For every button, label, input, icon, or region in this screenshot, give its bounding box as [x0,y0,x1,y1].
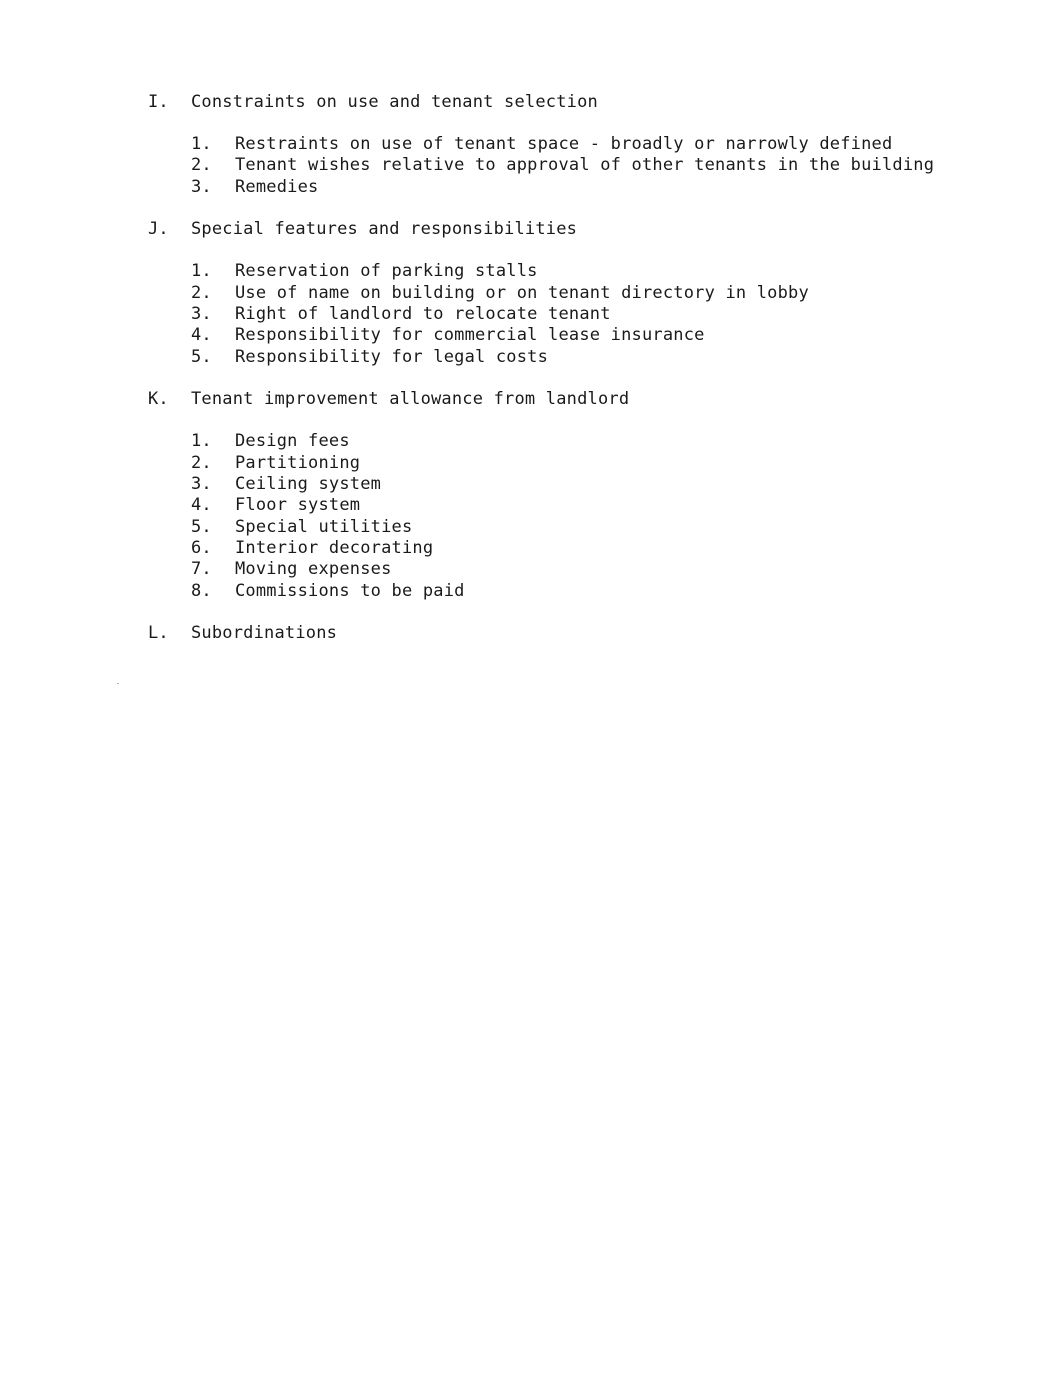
list-item [191,283,1028,304]
item-number: 8. [191,580,212,601]
list-item [191,453,1028,474]
outline [148,92,1028,665]
section-letter: I. [148,92,169,112]
section-k [148,389,1028,602]
item-number: 4. [191,325,212,346]
section-title: Special features and responsibilities [191,219,578,240]
item-text: Commissions to be paid [235,580,465,601]
item-text: Responsibility for commercial lease insurance [235,325,705,346]
item-number: 1. [191,134,212,154]
item-text: Ceiling system [235,473,382,494]
item-text: Tenant wishes relative to approval of other tenants in the building [235,155,935,176]
item-text: Design fees [235,431,350,452]
scan-speck [117,683,119,684]
item-number: 5. [191,346,212,367]
item-list [191,431,1028,602]
list-item [191,134,1028,155]
section-l [148,623,1028,644]
item-text: Use of name on building or on tenant directory in lobby [235,282,809,303]
list-item [191,325,1028,346]
section-title: Constraints on use and tenant selection [191,92,598,112]
list-item [191,538,1028,559]
list-item [191,581,1028,602]
item-list [191,261,1028,368]
section-heading [148,219,1028,240]
list-item [191,261,1028,282]
item-text: Partitioning [235,452,361,473]
item-number: 3. [191,176,212,197]
section-heading [148,623,1028,644]
section-title: Subordinations [191,623,338,644]
item-text: Moving expenses [235,559,392,580]
section-heading [148,389,1028,410]
list-item [191,559,1028,580]
item-number: 1. [191,261,212,282]
item-number: 3. [191,303,212,324]
item-text: Responsibility for legal costs [235,346,549,367]
list-item [191,347,1028,368]
section-i [148,92,1028,198]
item-number: 7. [191,559,212,580]
item-number: 4. [191,495,212,516]
section-title: Tenant improvement allowance from landlord [191,389,630,410]
item-number: 5. [191,516,212,537]
item-text: Remedies [235,176,319,197]
section-letter: L. [148,623,169,644]
item-number: 6. [191,538,212,559]
item-text: Floor system [235,495,361,516]
section-letter: J. [148,219,169,240]
list-item [191,474,1028,495]
section-letter: K. [148,389,169,410]
list-item [191,517,1028,538]
item-text: Right of landlord to relocate tenant [235,303,611,324]
list-item [191,495,1028,516]
list-item [191,431,1028,452]
item-text: Reservation of parking stalls [235,261,538,282]
item-text: Special utilities [235,516,413,537]
item-text: Interior decorating [235,538,434,559]
item-number: 2. [191,282,212,303]
item-number: 3. [191,473,212,494]
section-j [148,219,1028,368]
list-item [191,304,1028,325]
section-heading [148,92,1028,113]
list-item [191,155,1028,176]
item-number: 2. [191,155,212,176]
item-number: 1. [191,431,212,452]
item-list [191,134,1028,198]
item-text: Restraints on use of tenant space - broadly or narrowly defined [235,134,893,154]
item-number: 2. [191,452,212,473]
list-item [191,177,1028,198]
